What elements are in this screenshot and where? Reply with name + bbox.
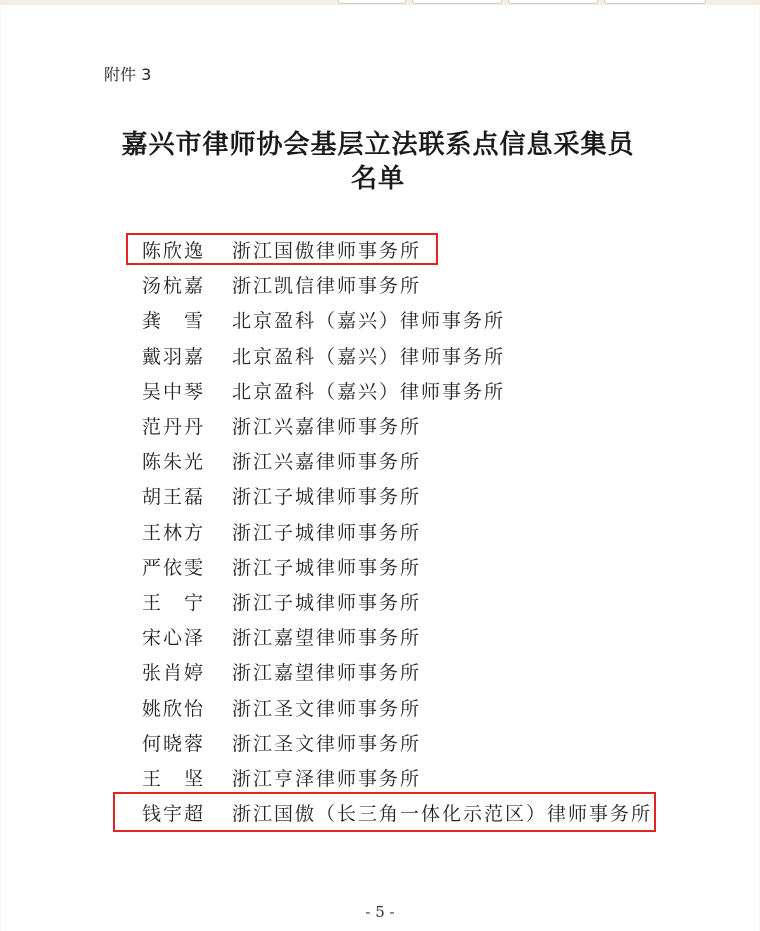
law-firm-name: 浙江凯信律师事务所: [232, 275, 422, 297]
toolbar-button[interactable]: [508, 0, 598, 4]
list-item: [0, 759, 760, 794]
member-name: 姚欣怡: [142, 698, 206, 720]
member-name: 宋心泽: [142, 627, 206, 649]
law-firm-name: 浙江兴嘉律师事务所: [232, 416, 422, 438]
law-firm-name: 浙江圣文律师事务所: [232, 698, 422, 720]
member-name: 陈欣逸: [142, 240, 206, 262]
list-item: [0, 618, 760, 653]
document-title-line1: 嘉兴市律师协会基层立法联系点信息采集员: [121, 130, 635, 160]
law-firm-name: 浙江子城律师事务所: [232, 486, 422, 508]
law-firm-name: 浙江子城律师事务所: [232, 592, 422, 614]
member-name: 张肖婷: [142, 662, 206, 684]
list-item: [0, 513, 760, 548]
list-item: [0, 407, 760, 442]
document-title-line2: 名单: [350, 164, 405, 194]
member-name: 王 宁: [142, 592, 206, 614]
member-name: 严依雯: [142, 557, 206, 579]
list-item: [0, 372, 760, 407]
member-name: 陈朱光: [142, 451, 206, 473]
law-firm-name: 北京盈科（嘉兴）律师事务所: [232, 381, 506, 403]
member-name: 何晓蓉: [142, 733, 206, 755]
attachment-label: 附件 3: [104, 65, 152, 84]
law-firm-name: 浙江嘉望律师事务所: [232, 627, 422, 649]
list-item: [0, 442, 760, 477]
member-name: 胡王磊: [142, 486, 206, 508]
member-name: 钱宇超: [142, 803, 206, 825]
law-firm-name: 浙江国傲（长三角一体化示范区）律师事务所: [232, 803, 653, 825]
toolbar-button[interactable]: [412, 0, 502, 4]
highlight-box: [126, 233, 438, 265]
toolbar-button[interactable]: [604, 0, 706, 4]
law-firm-name: 北京盈科（嘉兴）律师事务所: [232, 346, 506, 368]
member-name: 龚 雪: [142, 310, 206, 332]
law-firm-name: 浙江嘉望律师事务所: [232, 662, 422, 684]
toolbar-button[interactable]: [338, 0, 406, 4]
law-firm-name: 浙江兴嘉律师事务所: [232, 451, 422, 473]
law-firm-name: 浙江子城律师事务所: [232, 557, 422, 579]
member-name: 吴中琴: [142, 381, 206, 403]
list-item: [0, 337, 760, 372]
list-item: [0, 724, 760, 759]
law-firm-name: 浙江子城律师事务所: [232, 522, 422, 544]
list-item: [0, 266, 760, 301]
member-name: 戴羽嘉: [142, 346, 206, 368]
member-name: 王 坚: [142, 768, 206, 790]
list-item: [0, 583, 760, 618]
law-firm-name: 浙江国傲律师事务所: [232, 240, 422, 262]
list-item: [0, 477, 760, 512]
law-firm-name: 浙江亨泽律师事务所: [232, 768, 422, 790]
list-item: [0, 653, 760, 688]
law-firm-name: 北京盈科（嘉兴）律师事务所: [232, 310, 506, 332]
list-item: [0, 548, 760, 583]
member-name: 王林方: [142, 522, 206, 544]
law-firm-name: 浙江圣文律师事务所: [232, 733, 422, 755]
member-name: 范丹丹: [142, 416, 206, 438]
highlight-box: [113, 792, 656, 832]
list-item: [0, 689, 760, 724]
page-number: - 5 -: [365, 903, 395, 921]
list-item: [0, 301, 760, 336]
member-name: 汤杭嘉: [142, 275, 206, 297]
